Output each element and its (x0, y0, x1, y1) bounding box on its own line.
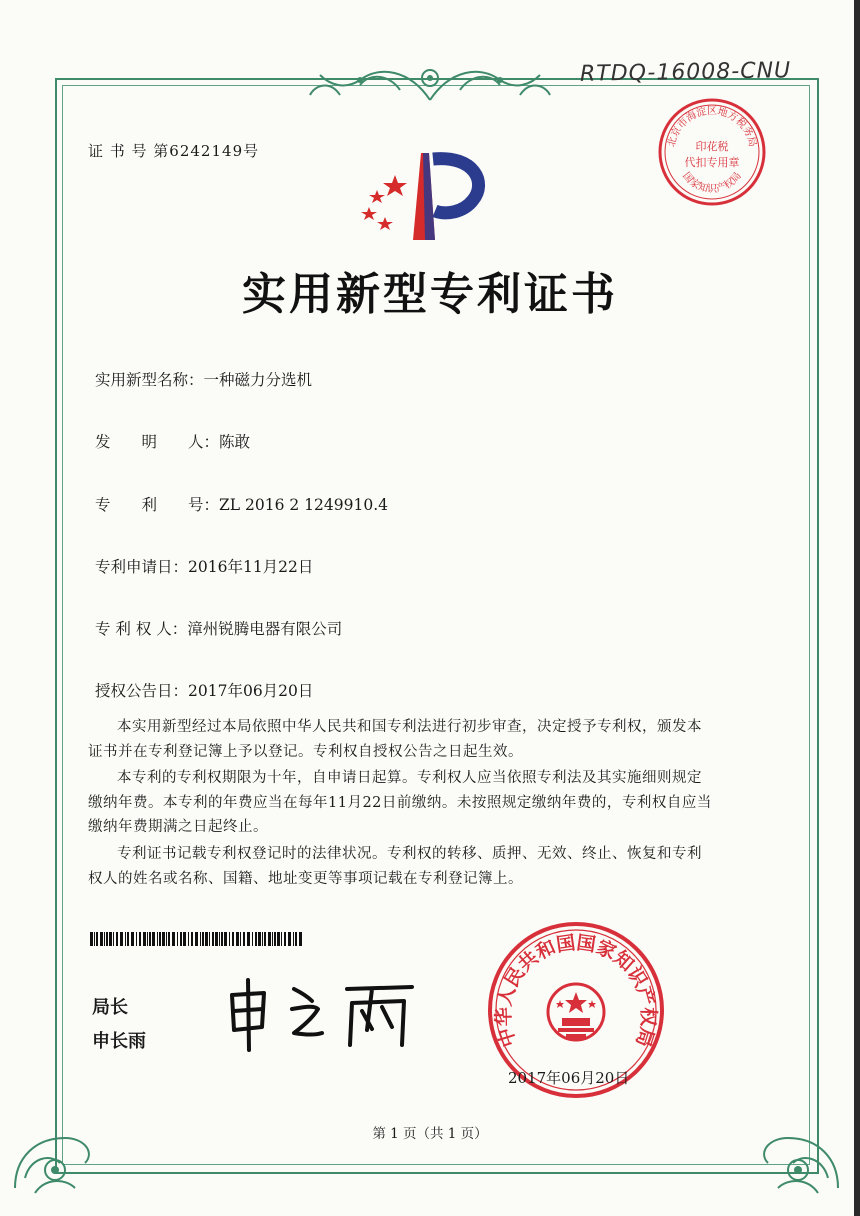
national-emblem-icon (548, 984, 604, 1040)
certificate-number: 证 书 号 第6242149号 (88, 142, 260, 160)
seal-ring-text: 中华人民共和国国家知识产权局 (492, 931, 660, 1050)
handwritten-reference: RTDQ-16008-CNU (579, 58, 792, 87)
body-paragraph: 本专利的专利权期限为十年，自申请日起算。专利权人应当依照专利法及其实施细则规定缴纳年费。本专利的年费应当在每年11月22日前缴纳。未按照规定缴纳年费的，专利权自应当缴纳年费期满之日起终止。 (88, 770, 712, 835)
application-date-field (95, 555, 313, 577)
tax-stamp-line2: 代扣专用章 (684, 156, 740, 169)
director-title: 局长 (92, 997, 128, 1018)
bottom-left-ornament (5, 1098, 115, 1198)
application-date-label: 专利申请日： (95, 558, 189, 576)
tax-stamp-line1: 印花税 (695, 140, 729, 153)
grant-date-field (95, 679, 313, 701)
patentee-field (95, 617, 342, 639)
scan-edge (854, 0, 860, 1216)
star-icon (383, 175, 407, 196)
barcode (90, 932, 305, 946)
patentee-value: 漳州锐腾电器有限公司 (187, 620, 343, 638)
utility-model-name-value: 一种磁力分选机 (203, 371, 313, 389)
star-icon (377, 217, 393, 230)
bottom-right-ornament (738, 1098, 848, 1198)
tax-stamp (656, 96, 768, 208)
inventor-label: 发 明 人： (95, 433, 220, 451)
page-title: 实用新型专利证书 (242, 269, 618, 320)
top-ornament (300, 60, 560, 106)
patent-number-field (95, 493, 388, 515)
page-number: 第 1 页（共 1 页） (372, 1126, 488, 1142)
grant-date-value: 2017年06月20日 (188, 682, 314, 700)
director-name: 申长雨 (92, 1031, 146, 1052)
patent-office-logo (355, 145, 495, 245)
body-paragraph: 专利证书记载专利权登记时的法律状况。专利权的转移、质押、无效、终止、恢复和专利权人的姓名或名称、国籍、地址变更等事项记载在专利登记簿上。 (88, 846, 702, 887)
patent-number-label: 专 利 号： (95, 496, 220, 514)
patentee-label: 专 利 权 人： (95, 620, 188, 638)
grant-date-label: 授权公告日： (95, 682, 189, 700)
tax-stamp-bottom-text: 国家知识产权局 (680, 170, 744, 195)
svg-text:国家知识产权局 (680, 170, 744, 195)
application-date-value: 2016年11月22日 (188, 558, 314, 576)
tax-stamp-ring-text: 北京市海淀区地方税务局 (666, 106, 758, 149)
inventor-value: 陈敢 (219, 433, 251, 451)
star-icon (369, 190, 385, 203)
patent-number-value: ZL 2016 2 1249910.4 (219, 496, 388, 514)
director-signature (222, 975, 422, 1055)
seal-date: 2017年06月20日 (508, 1069, 630, 1087)
star-icon (361, 207, 377, 220)
utility-model-name-field (95, 368, 312, 390)
inventor-field (95, 430, 250, 452)
body-paragraph: 本实用新型经过本局依照中华人民共和国专利法进行初步审查，决定授予专利权，颁发本证书并在专利登记簿上予以登记。专利权自授权公告之日起生效。 (88, 719, 702, 760)
utility-model-name-label: 实用新型名称： (95, 371, 204, 389)
